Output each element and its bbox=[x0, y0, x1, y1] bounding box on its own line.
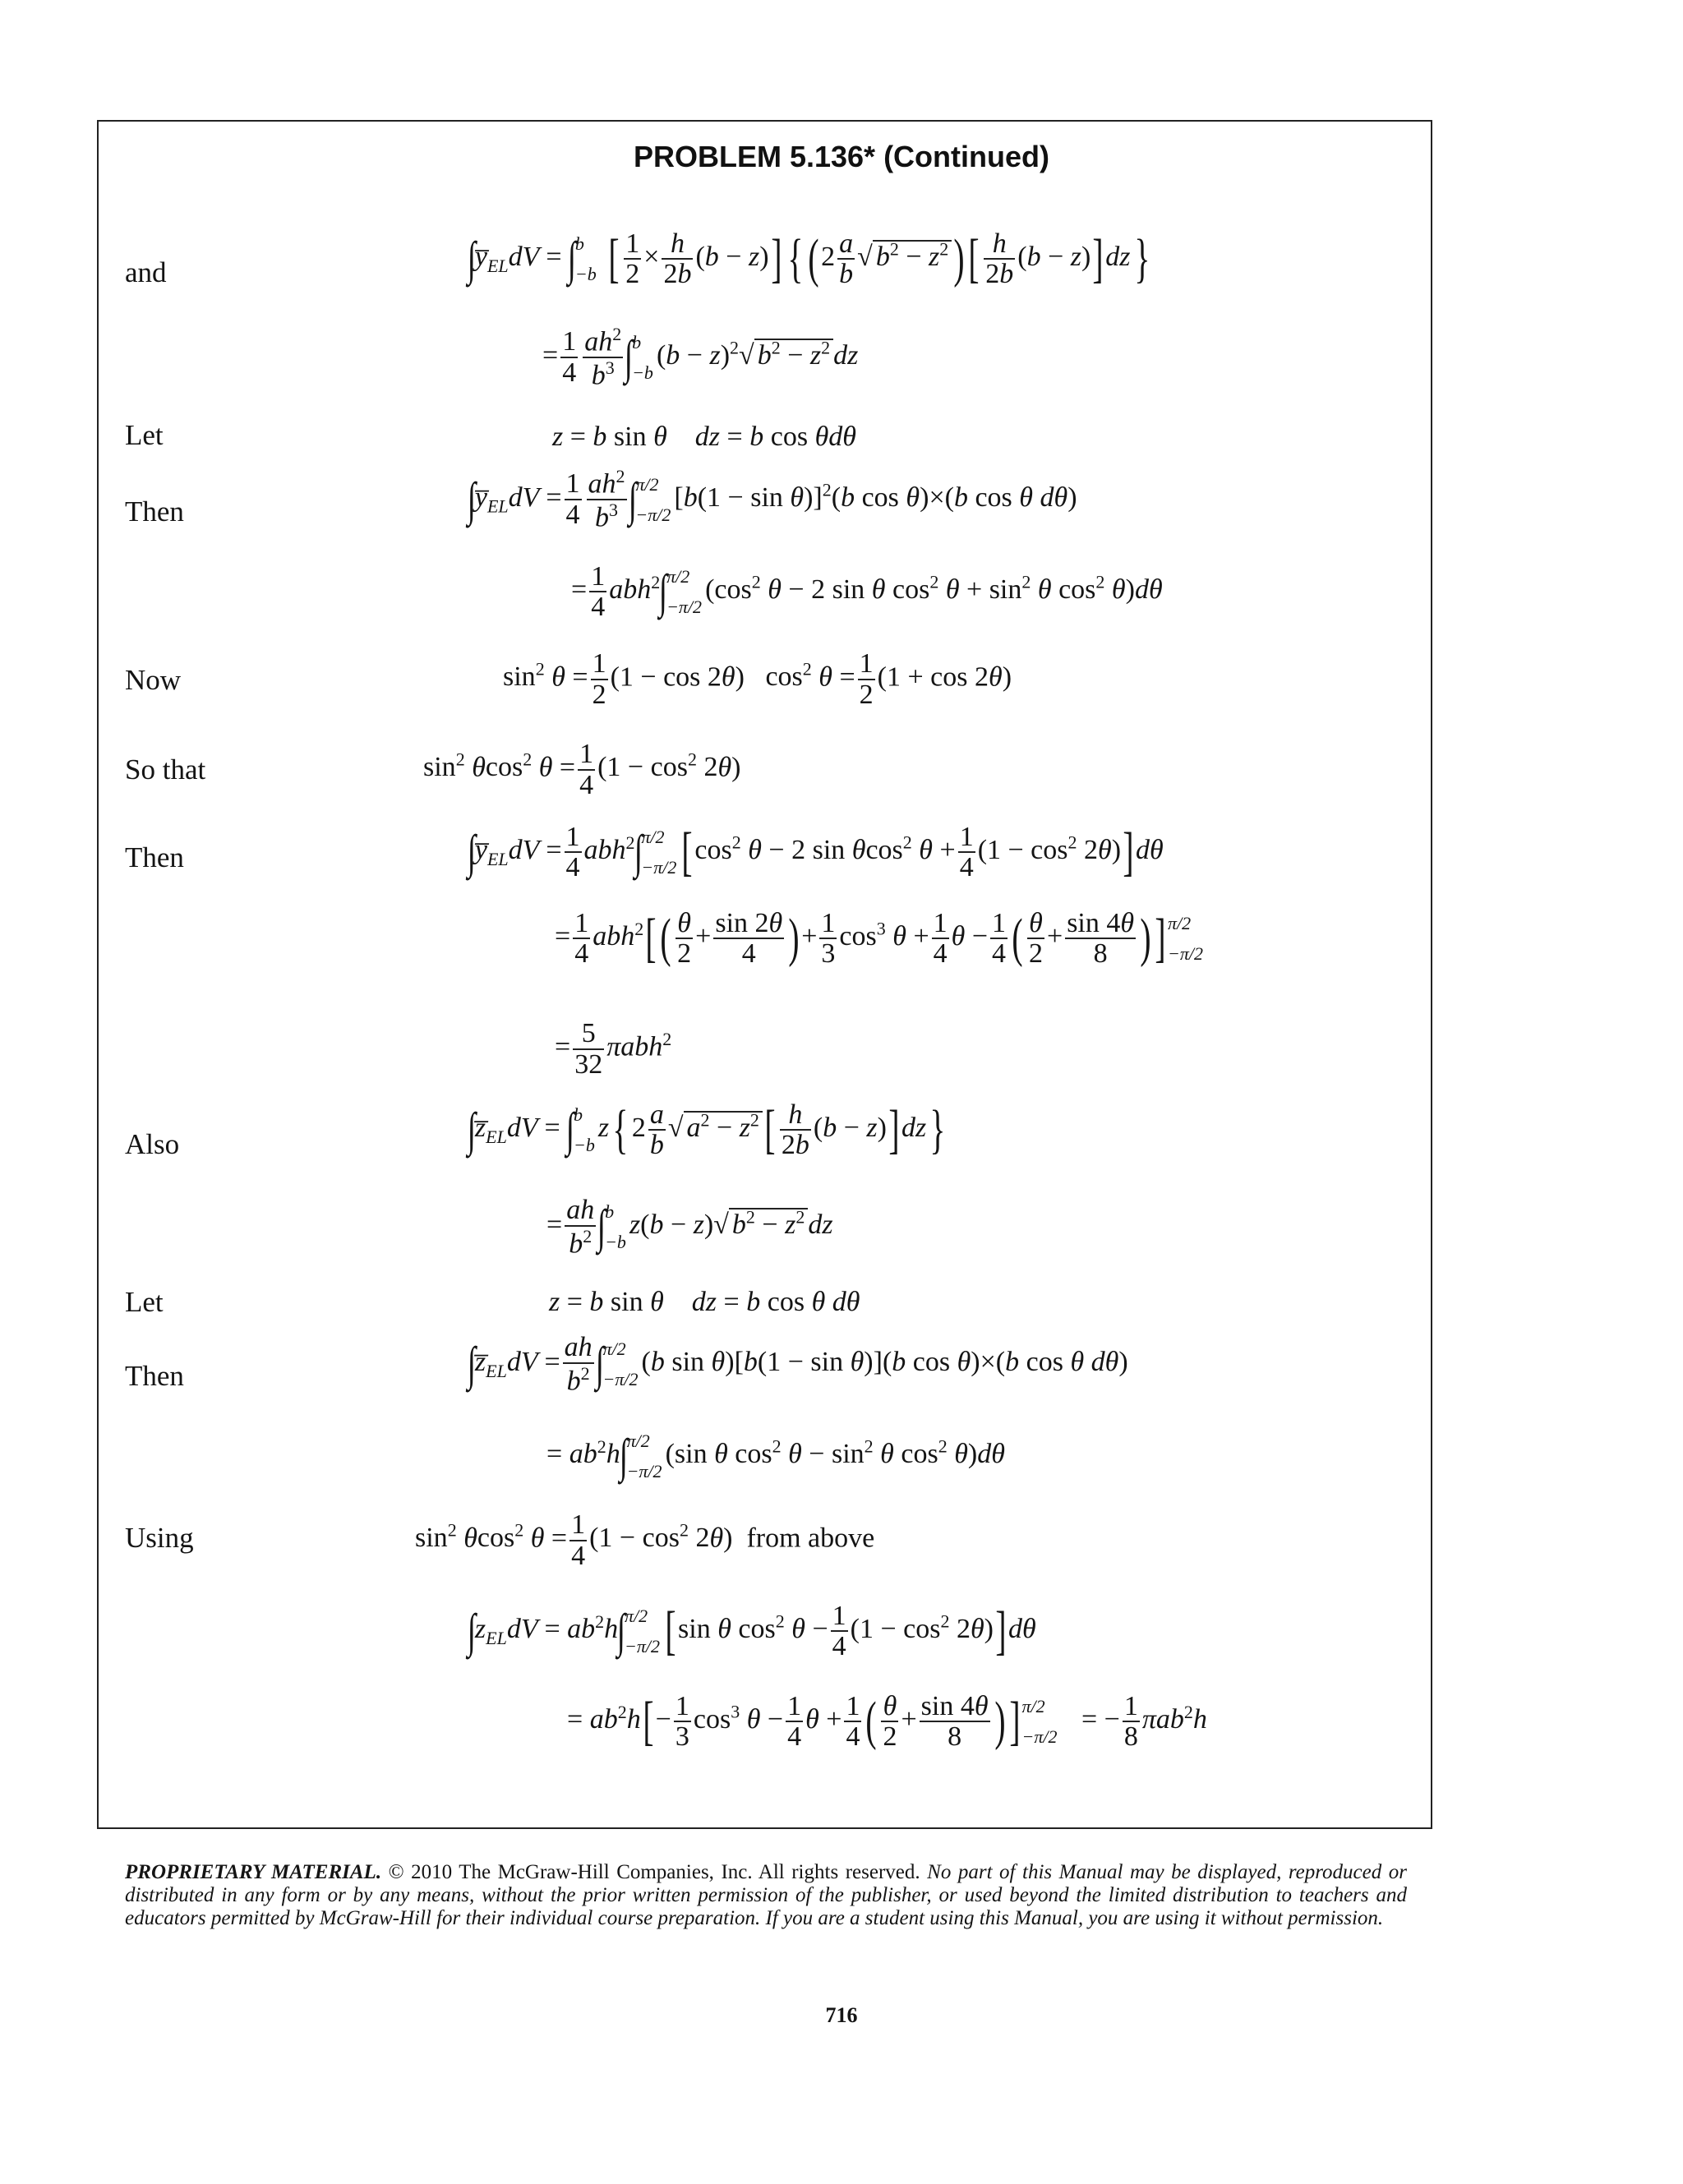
footer-notice: No part of this Manual may be displayed, reproduced or distributed in any form or by any means, without the prior written permission of the publisher, or used beyond the limited distribution to teachers and educators permitted by McGraw-Hill for their individual course preparation. If you are a student using this Manual, you are using it without permission. bbox=[125, 1861, 1407, 1929]
from-above-note: from above bbox=[746, 1523, 875, 1554]
label-let: Let bbox=[125, 419, 164, 451]
equation-z-rewritten: $\int z_{EL}dV = ab^2h\int$ π/2 −π/2 [sin θ $\cos^2 \theta$ − $\frac{1}{4}$ $(1 - \cos^2 2\theta)]d\theta$ bbox=[467, 1600, 1036, 1662]
equation-y-result: = $\frac{5}{32}$ πabh$^2$ bbox=[555, 1018, 672, 1080]
label-using: Using bbox=[125, 1522, 194, 1554]
equation-y-expanded: = $\frac{1}{4}$ abh$^2$∫ π/2 −π/2 ($\cos^2$ θ − 2 sin θ $\cos^2 \theta + \sin^2 \theta$ $\cos^2 \theta)d\theta$ bbox=[571, 560, 1163, 623]
footer-copyright: © 2010 The McGraw-Hill Companies, Inc. All rights reserved. bbox=[388, 1861, 920, 1883]
equation-y-theta: $\int y̅_{EL}dV$ = $\frac{1}{4}$ $\frac{ah^2}{b^3}$ ∫ π/2 −π/2 $[b(1 - \sin \theta)]^2(b$ cos θ)×(b cos θ dθ) bbox=[467, 466, 1077, 533]
label-then: Then bbox=[125, 841, 184, 873]
page-title: PROBLEM 5.136* (Continued) bbox=[633, 140, 1050, 173]
label-also: Also bbox=[125, 1128, 180, 1160]
copyright-footer bbox=[125, 1861, 1407, 1930]
equation-using-identity: $\sin^2 \theta\cos^2$ θ = $\frac{1}{4}$ $(1 - \cos^2 2\theta)$ from above bbox=[415, 1509, 875, 1571]
equation-z-integral: $\int z̅_{EL}dV$ = ∫ b −b z{ 2 $\frac{a}{b}$ √ $a^2 - z^2$[ $\frac{h}{2b}$ (b − z)]dz} bbox=[467, 1099, 946, 1161]
equation-z-result: = $ab^2h[-$ $\frac{1}{3}$ $\cos^3 \theta$ − $\frac{1}{4}$ θ + $\frac{1}{4}$ ( $\frac{\theta}{2}$ + $\frac{\sin 4\theta}{8}$ )] π/2 −π/2 = − $\frac{1}{8}$ πab$^2$h bbox=[567, 1690, 1207, 1753]
footer-lead: PROPRIETARY MATERIAL. bbox=[125, 1861, 382, 1883]
equation-y-rewritten: $\int y̅_{EL}dV$ = $\frac{1}{4}$ abh$^2$∫ π/2 −π/2 [$\cos^2$ θ − 2 sin θcos$^2$ θ + $\frac{1}{4}$ $(1 - \cos^2 2\theta)]d\theta$ bbox=[467, 821, 1164, 883]
label-then: Then bbox=[125, 1360, 184, 1392]
label-now: Now bbox=[125, 664, 182, 696]
equation-z-simplified: = $\frac{ah}{b^2}$ ∫ b −b z(b − z)√ $b^2 - z^2$ dz bbox=[546, 1195, 833, 1260]
equation-product-identity: $\sin^2 \theta\cos^2$ θ = $\frac{1}{4}$ $(1 - \cos^2 2\theta)$ bbox=[423, 739, 741, 800]
equation-y-evaluated: = $\frac{1}{4}$ abh$^2$[( $\frac{\theta}{2}$ + $\frac{\sin 2\theta}{4}$ )+ $\frac{1}{3}$ $\cos^3 \theta$ + $\frac{1}{4}$ θ − $\frac{1}{4}$ ( $\frac{\theta}{2}$ + $\frac{\sin 4\theta}{8}$ )] π/2 −π/2 bbox=[555, 907, 1204, 970]
equation-z-theta: $\int z̅_{EL}dV$ = $\frac{ah}{b^2}$ ∫ π/2 −π/2 (b sin θ)[b(1 − sin θ)](b cos θ)×(b cos θ dθ) bbox=[467, 1332, 1128, 1397]
equation-y-simplified: = $\frac{1}{4}$ $\frac{ah^2}{b^3}$ ∫ b −b $(b - z)^2√$ $b^2 - z^2$ dz bbox=[542, 324, 859, 391]
label-then: Then bbox=[125, 495, 184, 528]
equation-y-integral: $\int y̅_{EL}dV$ = ∫ b −b [ $\frac{1}{2}$ × $\frac{h}{2b}$ (b − z)] { (2 $\frac{a}{b}$ √ $b^2 - z^2$)[ $\frac{h}{2b}$ (b − z)]dz} bbox=[467, 228, 1150, 290]
equation-substitution: z = b sin θ dz = b cos θdθ bbox=[552, 422, 856, 452]
label-so-that: So that bbox=[125, 753, 206, 786]
page-number: 716 bbox=[825, 2003, 858, 2027]
equation-z-expanded: = $ab^2h\int$ π/2 −π/2 (sin θ $\cos^2 \theta - \sin^2 \theta$ $\cos^2 \theta)d\theta$ bbox=[546, 1429, 1005, 1483]
label-and: and bbox=[125, 256, 167, 288]
equation-identities: $\sin^2 \theta$ = $\frac{1}{2}$ (1 − cos 2θ) $\cos^2 \theta$ = $\frac{1}{2}$ (1 + cos 2θ) bbox=[503, 648, 1012, 710]
label-let: Let bbox=[125, 1286, 164, 1318]
equation-substitution-2: z = b sin θ dz = b cos θ dθ bbox=[549, 1287, 860, 1317]
